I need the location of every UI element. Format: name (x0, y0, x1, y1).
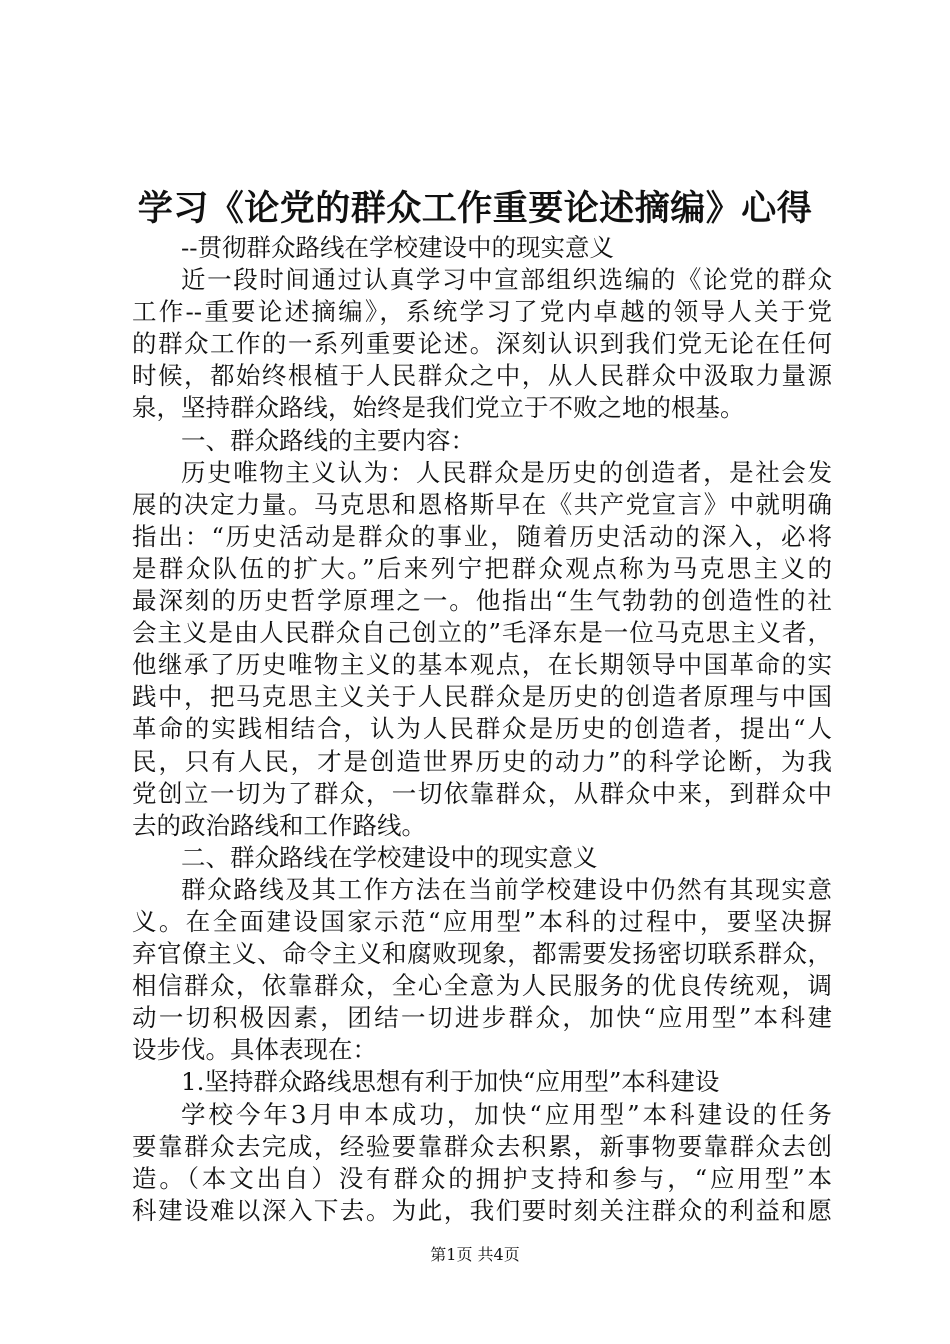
text-line: 近一段时间通过认真学习中宣部组织选编的《论党的群众 (181, 265, 832, 295)
text-line: 去的政治路线和工作路线。 (132, 810, 426, 840)
text-line: 造。（本文出自）没有群众的拥护支持和参与，“应用型”本 (132, 1163, 832, 1193)
text-line: 一、群众路线的主要内容： (181, 425, 475, 455)
text-line: 党创立一切为了群众，一切依靠群众，从群众中来，到群众中 (132, 778, 832, 808)
text-line: 二、群众路线在学校建设中的现实意义 (181, 842, 598, 872)
text-line: 展的决定力量。马克思和恩格斯早在《共产党宣言》中就明确 (132, 489, 832, 519)
text-line: --贯彻群众路线在学校建设中的现实意义 (181, 233, 615, 262)
text-line: 科建设难以深入下去。为此，我们要时刻关注群众的利益和愿 (132, 1195, 832, 1225)
page-footer: 第1页 共4页 (430, 1245, 520, 1264)
document-title: 学习《论党的群众工作重要论述摘编》心得 (137, 189, 813, 229)
text-line: 弃官僚主义、命令主义和腐败现象，都需要发扬密切联系群众， (132, 939, 832, 969)
text-line: 相信群众，依靠群众，全心全意为人民服务的优良传统观，调 (132, 971, 832, 1001)
text-line: 时候，都始终根植于人民群众之中，从人民群众中汲取力量源 (132, 361, 832, 391)
text-line: 践中，把马克思主义关于人民群众是历史的创造者原理与中国 (132, 682, 832, 712)
text-line: 学校今年3月申本成功，加快“应用型”本科建设的任务 (181, 1099, 832, 1129)
text-line: 的群众工作的一系列重要论述。深刻认识到我们党无论在任何 (132, 329, 832, 359)
text-line: 他继承了历史唯物主义的基本观点，在长期领导中国革命的实 (132, 650, 832, 680)
text-line: 设步伐。具体表现在： (132, 1035, 377, 1065)
text-line: 历史唯物主义认为：人民群众是历史的创造者，是社会发 (181, 457, 832, 487)
text-line: 革命的实践相结合，认为人民群众是历史的创造者，提出“人 (132, 714, 832, 744)
text-line: 动一切积极因素，团结一切进步群众，加快“应用型”本科建 (132, 1003, 832, 1033)
text-line: 义。在全面建设国家示范“应用型”本科的过程中，要坚决摒 (132, 906, 832, 936)
document-body (132, 232, 832, 1227)
text-line: 群众路线及其工作方法在当前学校建设中仍然有其现实意 (181, 874, 832, 904)
text-line: 会主义是由人民群众自己创立的”毛泽东是一位马克思主义者， (132, 618, 832, 648)
text-line: 要靠群众去完成，经验要靠群众去积累，新事物要靠群众去创 (132, 1131, 832, 1161)
text-line: 1.坚持群众路线思想有利于加快“应用型”本科建设 (181, 1067, 720, 1097)
text-line: 泉，坚持群众路线，始终是我们党立于不败之地的根基。 (132, 393, 745, 423)
text-line: 最深刻的历史哲学原理之一。他指出“生气勃勃的创造性的社 (132, 586, 832, 616)
text-line: 工作--重要论述摘编》，系统学习了党内卓越的领导人关于党 (132, 297, 832, 327)
text-line: 民，只有人民，才是创造世界历史的动力”的科学论断，为我 (132, 746, 832, 776)
text-line: 是群众队伍的扩大。”后来列宁把群众观点称为马克思主义的 (132, 553, 832, 583)
text-line: 指出：“历史活动是群众的事业，随着历史活动的深入，必将 (132, 521, 832, 551)
